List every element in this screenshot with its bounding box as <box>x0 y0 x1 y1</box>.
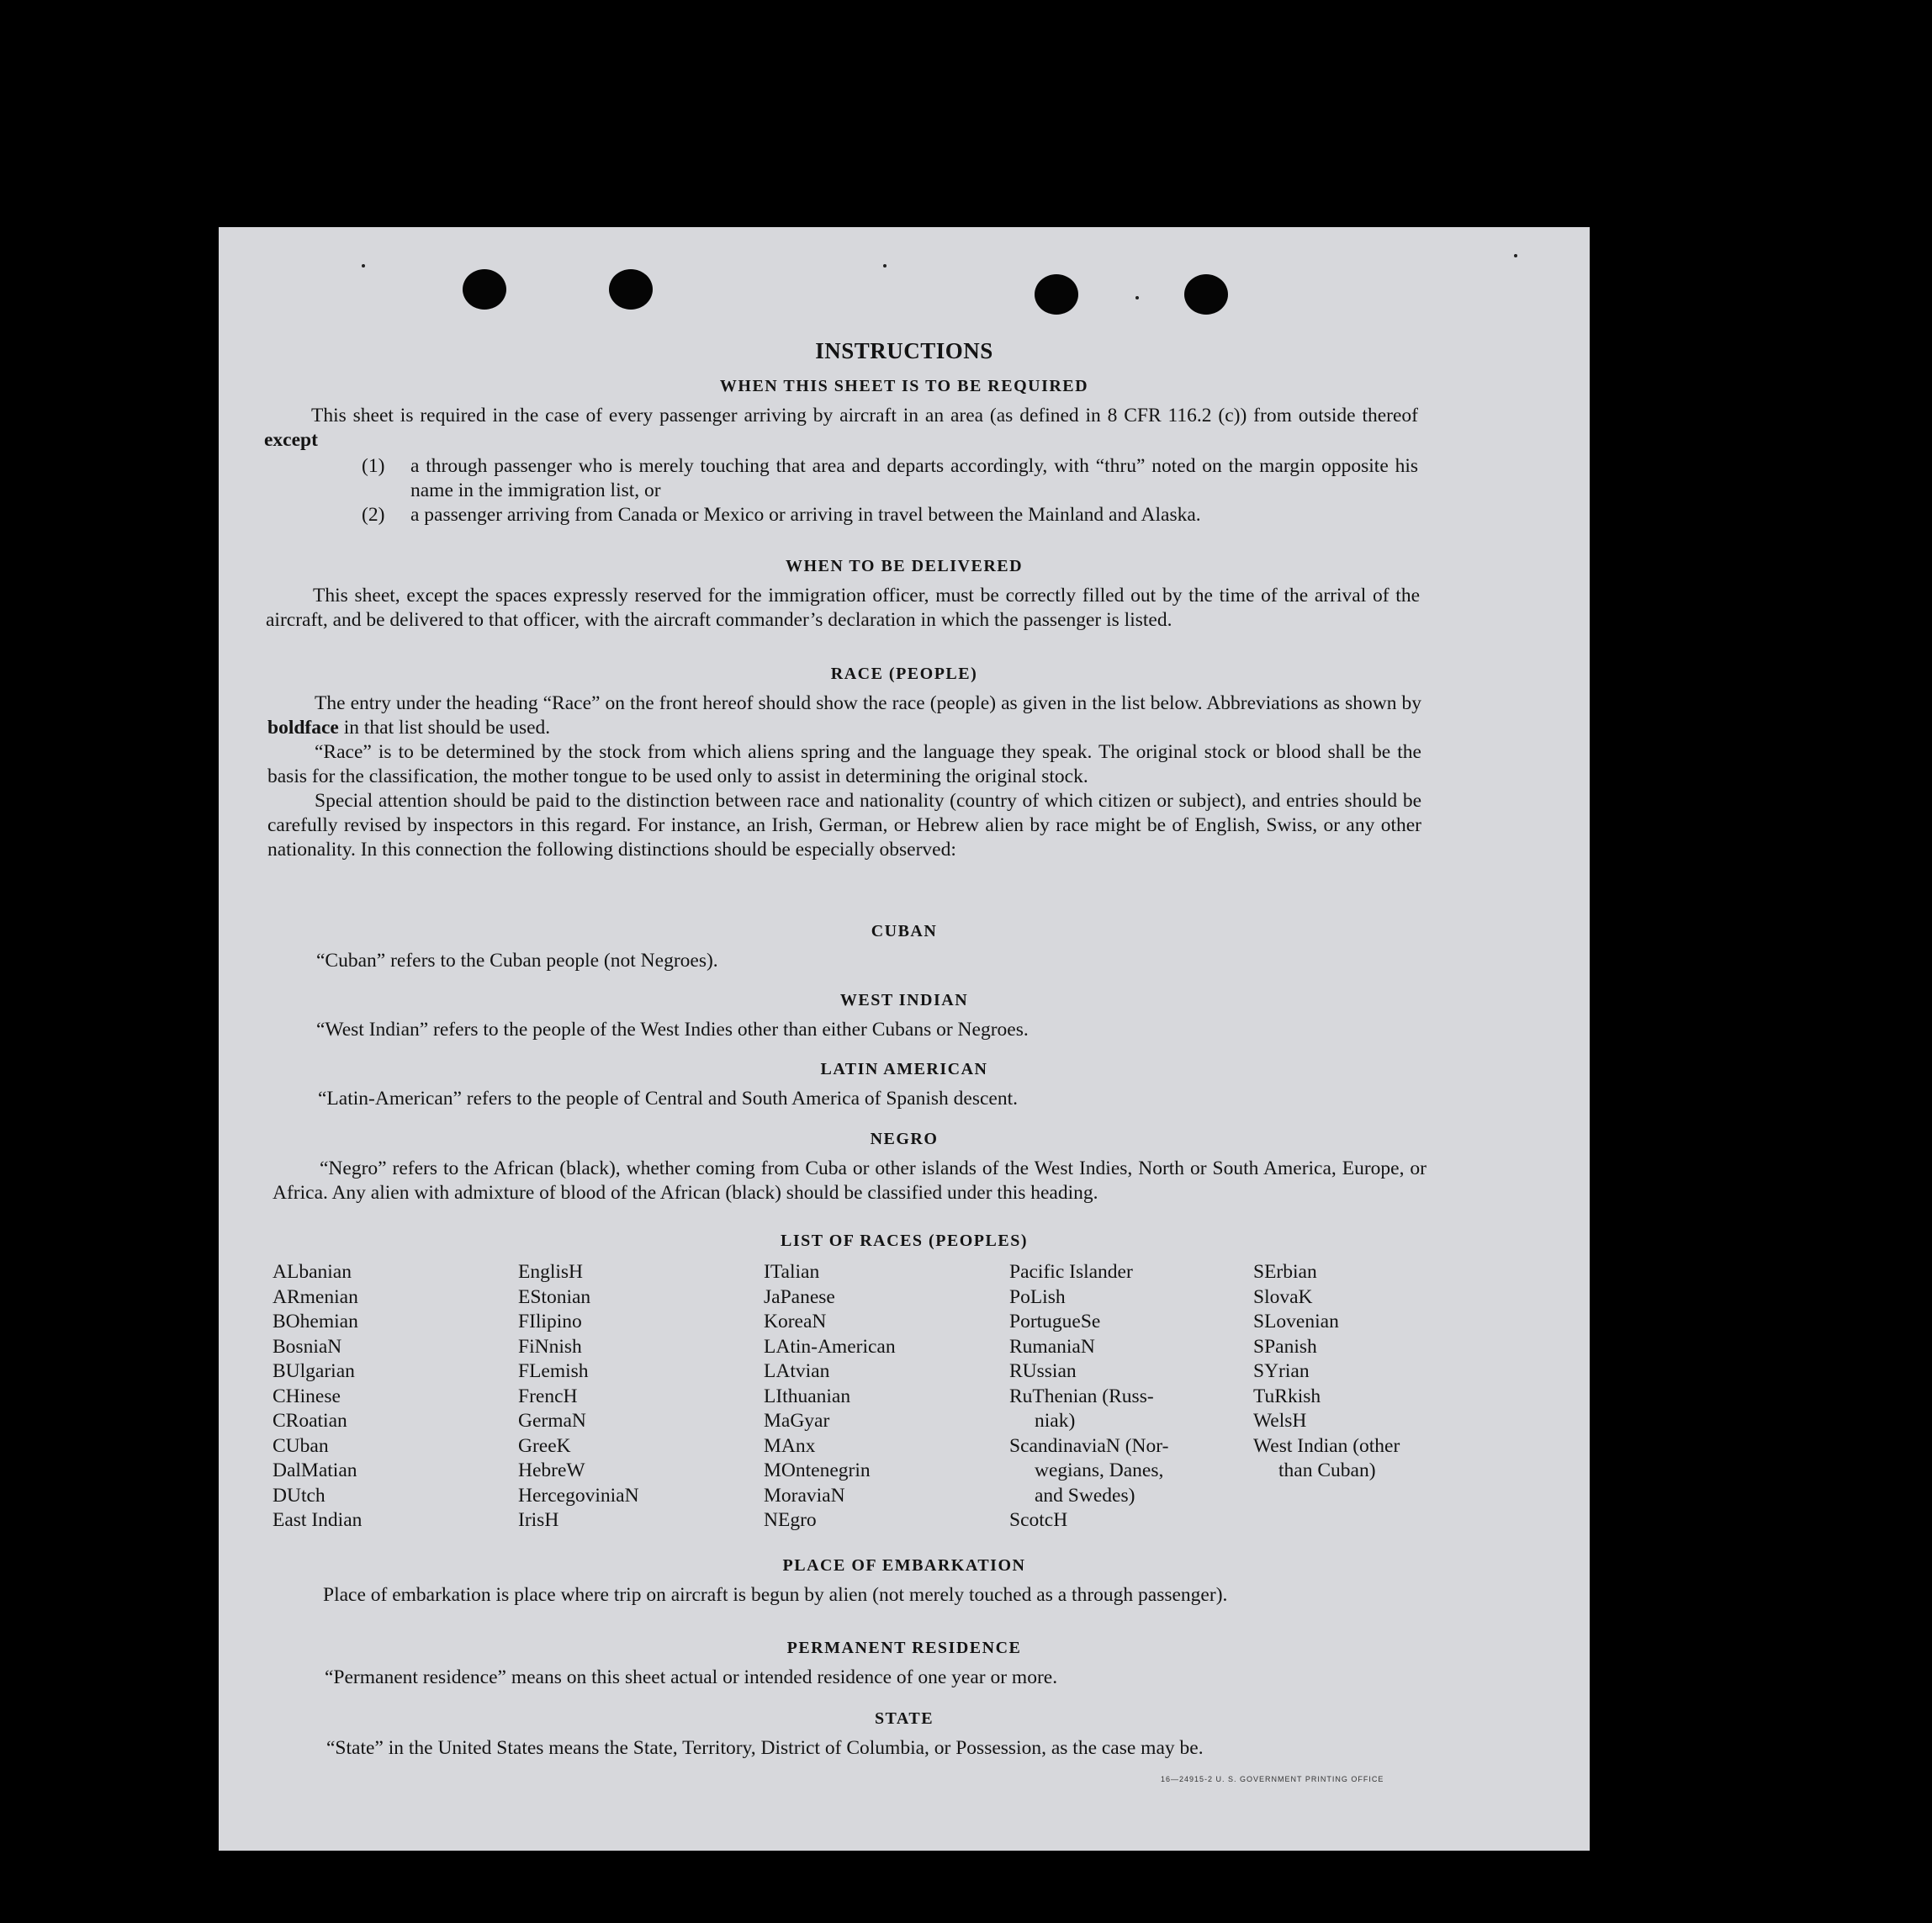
race-entry: ScandinaviaN (Nor- <box>1009 1434 1169 1457</box>
paragraph-residence: “Permanent residence” means on this sheet actual or intended residence of one year or more. <box>325 1666 1058 1688</box>
dust-speck <box>1135 296 1139 299</box>
dust-speck <box>883 264 887 268</box>
race-text-a: The entry under the heading “Race” on the front hereof should show the race (people) as given in the list below. Abbreviations as shown by <box>315 692 1421 714</box>
races-column-5 <box>1253 1260 1400 1484</box>
race-entry: DUtch <box>273 1484 326 1507</box>
race-entry: CHinese <box>273 1385 341 1407</box>
race-entry: SLovenian <box>1253 1311 1339 1332</box>
item-text: a passenger arriving from Canada or Mexico or arriving in travel between the Mainland and Alaska. <box>410 504 1201 526</box>
race-entry: BUlgarian <box>273 1360 355 1382</box>
races-column-2 <box>518 1260 639 1534</box>
heading-cuban: CUBAN <box>871 922 938 940</box>
required-text: This sheet is required in the case of every passenger arriving by aircraft in an area (as defined in 8 CFR 116.2 (c)) from outside thereof <box>311 405 1418 426</box>
races-column-1 <box>273 1260 362 1534</box>
race-entry: NEgro <box>764 1509 817 1531</box>
race-entry: SlovaK <box>1253 1285 1313 1308</box>
race-entry: GermaN <box>518 1410 586 1432</box>
race-entry: FrencH <box>518 1385 578 1407</box>
races-column-4 <box>1009 1260 1168 1534</box>
races-column-3 <box>764 1260 896 1534</box>
race-entry: FIlipino <box>518 1311 582 1332</box>
race-entry: WelsH <box>1253 1410 1307 1432</box>
heading-west-indian: WEST INDIAN <box>839 991 969 1009</box>
paragraph-cuban: “Cuban” refers to the Cuban people (not Negroes). <box>316 950 718 972</box>
race-entry: CUban <box>273 1434 329 1457</box>
punch-hole <box>609 269 653 310</box>
race-entry: LAtvian <box>764 1360 830 1382</box>
race-entry: TuRkish <box>1253 1385 1321 1407</box>
race-entry: BosniaN <box>273 1335 342 1358</box>
race-entry: ALbanian <box>273 1261 352 1283</box>
list-item-1 <box>362 454 1418 505</box>
race-entry: LIthuanian <box>764 1385 851 1407</box>
race-entry: FLemish <box>518 1360 589 1382</box>
race-entry-continued: wegians, Danes, <box>1035 1459 1164 1481</box>
punch-hole <box>463 269 506 310</box>
race-entry: ARmenian <box>273 1285 358 1308</box>
race-entry: East Indian <box>273 1509 363 1531</box>
heading-race: RACE (PEOPLE) <box>830 665 978 683</box>
race-entry: MaGyar <box>764 1410 830 1432</box>
printing-office-code: 16—24915-2 U. S. GOVERNMENT PRINTING OFFICE <box>1161 1775 1384 1783</box>
race-entry: MAnx <box>764 1434 816 1457</box>
race-entry: BOhemian <box>273 1311 358 1332</box>
race-entry: ScotcH <box>1009 1509 1068 1531</box>
race-entry: RuThenian (Russ- <box>1009 1385 1154 1407</box>
paragraph-negro: “Negro” refers to the African (black), whether coming from Cuba or other islands of the West Indies, North or South America, Europe, or Africa. Any alien with admixture of blood of the African (black) should be classified under this heading. <box>273 1158 1427 1204</box>
race-entry: HercegoviniaN <box>518 1484 639 1507</box>
item-text: a through passenger who is merely touching that area and departs accordingly, with “thru” noted on the margin opposite his name in the immigration list, or <box>410 455 1418 501</box>
punch-hole <box>1184 274 1228 315</box>
paragraph-race <box>267 691 1421 862</box>
race-entry: PoLish <box>1009 1285 1066 1308</box>
dust-speck <box>1514 254 1517 257</box>
heading-negro: NEGRO <box>870 1130 939 1148</box>
race-entry: CRoatian <box>273 1410 347 1432</box>
race-entry: DalMatian <box>273 1459 357 1481</box>
race-entry-continued: niak) <box>1035 1410 1076 1432</box>
race-entry: PortugueSe <box>1009 1311 1101 1332</box>
race-entry: IrisH <box>518 1509 559 1531</box>
heading-when-delivered: WHEN TO BE DELIVERED <box>785 557 1024 575</box>
race-entry: SYrian <box>1253 1360 1310 1382</box>
race-entry: HebreW <box>518 1459 585 1481</box>
race-entry: EnglisH <box>518 1261 584 1283</box>
heading-embarkation: PLACE OF EMBARKATION <box>782 1556 1026 1575</box>
race-entry: SErbian <box>1253 1261 1317 1283</box>
race-entry: West Indian (other <box>1253 1434 1400 1457</box>
heading-list-of-races: LIST OF RACES (PEOPLES) <box>780 1232 1028 1250</box>
race-entry: Pacific Islander <box>1009 1261 1133 1283</box>
heading-state: STATE <box>874 1709 934 1728</box>
race-entry: KoreaN <box>764 1311 827 1332</box>
race-entry: RumaniaN <box>1009 1335 1095 1358</box>
heading-when-required: WHEN THIS SHEET IS TO BE REQUIRED <box>719 377 1089 395</box>
race-entry: RUssian <box>1009 1360 1077 1382</box>
race-entry: MOntenegrin <box>764 1459 871 1481</box>
race-definition: “Race” is to be determined by the stock from which aliens spring and the language they speak. The original stock or blood shall be the basis for the classification, the mother tongue to be used only to assist in determining the original stock. <box>267 741 1421 787</box>
paragraph-delivered: This sheet, except the spaces expressly reserved for the immigration officer, must be correctly filled out by the time of the arrival of the aircraft, and be delivered to that officer, with the aircraft commander’s declaration in which the passenger is listed. <box>266 585 1420 631</box>
race-entry: GreeK <box>518 1434 571 1457</box>
item-number: (2) <box>362 504 385 526</box>
item-number: (1) <box>362 455 385 477</box>
except-word: except <box>264 429 318 451</box>
list-item-2 <box>362 503 1418 554</box>
heading-latin-american: LATIN AMERICAN <box>820 1060 988 1078</box>
punch-hole <box>1035 274 1078 315</box>
paragraph-required <box>264 404 1418 453</box>
paragraph-latin-american: “Latin-American” refers to the people of Central and South America of Spanish descent. <box>318 1088 1019 1110</box>
race-text-c: in that list should be used. <box>343 717 551 739</box>
page-title: INSTRUCTIONS <box>815 338 993 363</box>
race-entry: SPanish <box>1253 1335 1317 1358</box>
race-entry: JaPanese <box>764 1285 835 1308</box>
race-distinction: Special attention should be paid to the distinction between race and nationality (country of which citizen or subject), and entries should be carefully revised by inspectors in this regard. For instance, an Irish, German, or Hebrew alien by race might be of English, Swiss, or any other nationality. In this connection the following distinctions should be especially observed: <box>267 790 1421 861</box>
dust-speck <box>362 264 365 268</box>
boldface-word: boldface <box>267 717 339 739</box>
paragraph-state: “State” in the United States means the State, Territory, District of Columbia, or Possession, as the case may be. <box>326 1737 1204 1759</box>
heading-residence: PERMANENT RESIDENCE <box>786 1639 1022 1657</box>
race-entry: FiNnish <box>518 1335 582 1358</box>
document-sheet <box>219 227 1590 1851</box>
race-entry: MoraviaN <box>764 1484 845 1507</box>
race-entry-continued: than Cuban) <box>1278 1459 1376 1481</box>
paragraph-west-indian: “West Indian” refers to the people of the West Indies other than either Cubans or Negroes. <box>316 1019 1029 1041</box>
race-entry: ITalian <box>764 1261 820 1283</box>
paragraph-embarkation: Place of embarkation is place where trip on aircraft is begun by alien (not merely touched as a through passenger). <box>323 1584 1228 1606</box>
race-entry: LAtin-American <box>764 1335 896 1358</box>
race-entry: EStonian <box>518 1285 591 1308</box>
race-entry-continued: and Swedes) <box>1035 1484 1135 1507</box>
